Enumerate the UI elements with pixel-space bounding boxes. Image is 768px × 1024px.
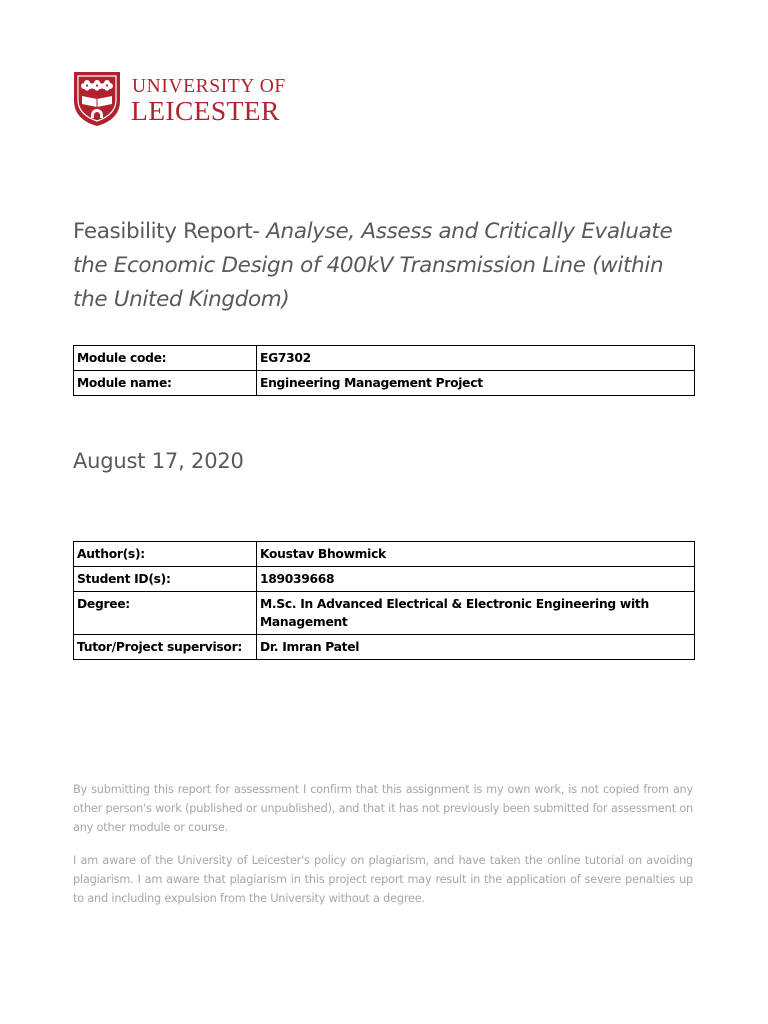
author-label: Author(s): bbox=[74, 542, 257, 567]
university-logo bbox=[73, 71, 303, 129]
module-code-value: EG7302 bbox=[257, 346, 695, 371]
university-name-line1: UNIVERSITY OF bbox=[132, 76, 286, 97]
author-info-table bbox=[73, 541, 695, 660]
declaration-paragraph-2: I am aware of the University of Leicester's policy on plagiarism, and have taken the online tutorial on avoiding plagiarism. I am aware that plagiarism in this project report may result in the application of severe penalties up to and including expulsion from the University without a degree. bbox=[73, 854, 693, 905]
report-title bbox=[73, 215, 698, 317]
table-row bbox=[74, 346, 695, 371]
university-crest-icon bbox=[73, 71, 121, 127]
module-name-value: Engineering Management Project bbox=[257, 371, 695, 396]
module-info-table bbox=[73, 345, 695, 396]
module-name-label: Module name: bbox=[74, 371, 257, 396]
supervisor-value: Dr. Imran Patel bbox=[257, 635, 695, 660]
supervisor-label: Tutor/Project supervisor: bbox=[74, 635, 257, 660]
degree-label: Degree: bbox=[74, 592, 257, 635]
degree-value: M.Sc. In Advanced Electrical & Electronic Engineering with Management bbox=[257, 592, 695, 635]
table-row bbox=[74, 567, 695, 592]
table-row bbox=[74, 371, 695, 396]
author-value: Koustav Bhowmick bbox=[257, 542, 695, 567]
table-row bbox=[74, 592, 695, 635]
table-row bbox=[74, 635, 695, 660]
declaration-paragraph-1: By submitting this report for assessment I confirm that this assignment is my own work, is not copied from any other person's work (published or unpublished), and that it has not previously been submitted for assessment on any other module or course. bbox=[73, 783, 693, 834]
report-date: August 17, 2020 bbox=[73, 449, 244, 473]
module-code-label: Module code: bbox=[74, 346, 257, 371]
student-id-label: Student ID(s): bbox=[74, 567, 257, 592]
table-row bbox=[74, 542, 695, 567]
report-title-lead: Feasibility Report- bbox=[73, 219, 260, 244]
student-id-value: 189039668 bbox=[257, 567, 695, 592]
report-title-italic: Analyse, Assess and Critically Evaluate the Economic Design of 400kV Transmission Line (within the United Kingdom) bbox=[73, 219, 673, 312]
university-name-line2: LEICESTER bbox=[131, 95, 280, 126]
